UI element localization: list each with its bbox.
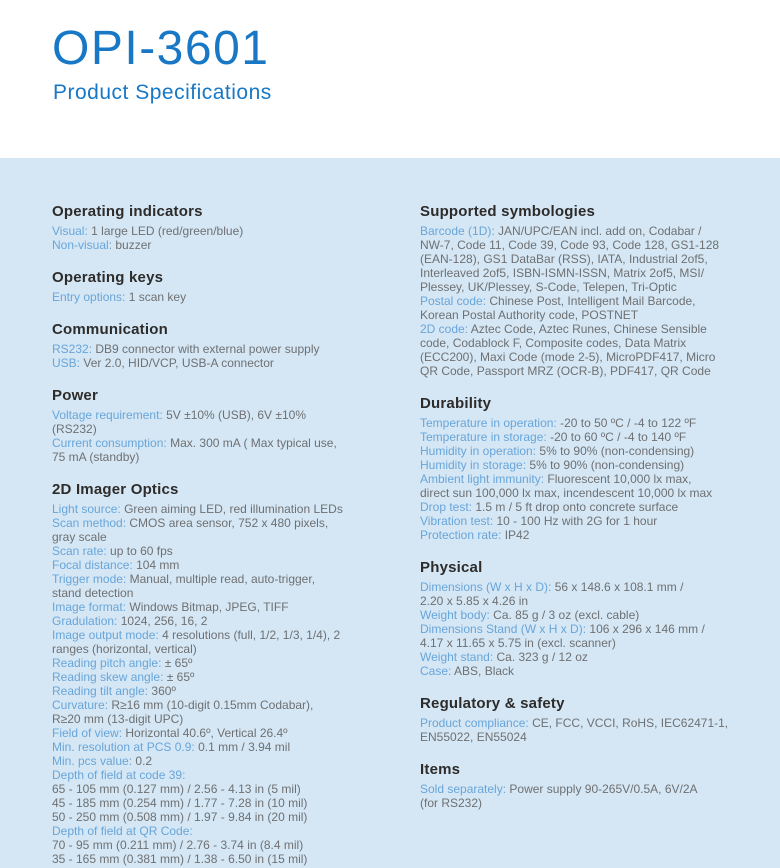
spec-line (52, 712, 388, 726)
spec-section-2d-imager-optics (52, 480, 388, 866)
spec-value: ABS, Black (454, 664, 515, 678)
spec-line (420, 252, 756, 266)
spec-value: code, Codablock F, Composite codes, Data Matrix (420, 336, 687, 350)
spec-value: 5% to 90% (non-condensing) (529, 458, 685, 472)
spec-section-physical (420, 558, 756, 678)
spec-line (420, 444, 756, 458)
spec-value: 50 - 250 mm (0.508 mm) / 1.97 - 9.84 in (20 mil) (52, 810, 308, 824)
spec-line (420, 472, 756, 486)
spec-value: Chinese Post, Intelligent Mail Barcode, (489, 294, 696, 308)
spec-line (52, 656, 388, 670)
spec-line (52, 670, 388, 684)
spec-label: Case: (420, 664, 452, 678)
spec-line (420, 294, 756, 308)
spec-line (52, 502, 388, 516)
spec-value: R≥16 mm (10-digit 0.15mm Codabar), (111, 698, 314, 712)
spec-value: Manual, multiple read, auto-trigger, (129, 572, 316, 586)
spec-label: Non-visual: (52, 238, 113, 252)
spec-value: Windows Bitmap, JPEG, TIFF (129, 600, 289, 614)
section-title: Durability (420, 395, 492, 412)
section-title: Physical (420, 559, 483, 576)
spec-label: Depth of field at code 39: (52, 768, 186, 782)
spec-line (52, 290, 388, 304)
page-subtitle: Product Specifications (53, 81, 272, 105)
spec-line (52, 342, 388, 356)
spec-label: USB: (52, 356, 81, 370)
spec-line (52, 436, 388, 450)
spec-label: Curvature: (52, 698, 109, 712)
spec-line (420, 716, 756, 730)
spec-line (52, 600, 388, 614)
spec-label: Humidity in operation: (420, 444, 537, 458)
spec-value: 4 resolutions (full, 1/2, 1/3, 1/4), 2 (162, 628, 341, 642)
spec-line (420, 636, 756, 650)
spec-label: Barcode (1D): (420, 224, 495, 238)
spec-line (420, 514, 756, 528)
spec-label: RS232: (52, 342, 93, 356)
spec-label: Image format: (52, 600, 127, 614)
spec-label: Voltage requirement: (52, 408, 163, 422)
spec-label: Scan rate: (52, 544, 107, 558)
spec-label: Protection rate: (420, 528, 502, 542)
spec-value: 35 - 165 mm (0.381 mm) / 1.38 - 6.50 in (15 mil) (52, 852, 308, 866)
spec-value: Ver 2.0, HID/VCP, USB-A connector (83, 356, 274, 370)
spec-value: Aztec Code, Aztec Runes, Chinese Sensible (470, 322, 707, 336)
spec-value: 0.2 (135, 754, 153, 768)
spec-value: 75 mA (standby) (52, 450, 140, 464)
spec-label: Sold separately: (420, 782, 507, 796)
spec-line (420, 608, 756, 622)
document-header (0, 0, 780, 158)
spec-line (420, 650, 756, 664)
page-title: OPI-3601 (52, 22, 270, 75)
spec-label: Depth of field at QR Code: (52, 824, 193, 838)
spec-value: buzzer (115, 238, 152, 252)
spec-value: (EAN-128), GS1 DataBar (RSS), IATA, Industrial 2of5, (420, 252, 708, 266)
spec-value: (for RS232) (420, 796, 483, 810)
spec-line (52, 356, 388, 370)
spec-value: gray scale (52, 530, 107, 544)
spec-section-items (420, 760, 756, 810)
spec-line (52, 238, 388, 252)
spec-value: CE, FCC, VCCI, RoHS, IEC62471-1, (532, 716, 729, 730)
spec-label: Dimensions Stand (W x H x D): (420, 622, 587, 636)
spec-value: direct sun 100,000 lx max, incendescent 10,000 lx max (420, 486, 713, 500)
spec-label: Temperature in storage: (420, 430, 547, 444)
spec-line (52, 586, 388, 600)
spec-line (420, 416, 756, 430)
spec-column-right (420, 202, 756, 868)
spec-line (420, 622, 756, 636)
spec-line (420, 486, 756, 500)
spec-line (52, 530, 388, 544)
spec-value: Ca. 323 g / 12 oz (496, 650, 588, 664)
spec-label: Trigger mode: (52, 572, 127, 586)
spec-line (52, 558, 388, 572)
spec-line (52, 754, 388, 768)
spec-value: Interleaved 2of5, ISBN-ISMN-ISSN, Matrix 2of5, MSI/ (420, 266, 705, 280)
spec-section-supported-symbologies (420, 202, 756, 378)
spec-value: Ca. 85 g / 3 oz (excl. cable) (493, 608, 640, 622)
spec-section-power (52, 386, 388, 464)
spec-value: CMOS area sensor, 752 x 480 pixels, (129, 516, 329, 530)
spec-value: 360º (151, 684, 176, 698)
spec-value: DB9 connector with external power supply (95, 342, 320, 356)
spec-line (420, 594, 756, 608)
spec-line (52, 824, 388, 838)
spec-line (420, 730, 756, 744)
spec-value: 4.17 x 11.65 x 5.75 in (excl. scanner) (420, 636, 616, 650)
spec-value: up to 60 fps (110, 544, 173, 558)
spec-value: 106 x 296 x 146 mm / (589, 622, 705, 636)
spec-label: Image output mode: (52, 628, 159, 642)
spec-value: 1024, 256, 16, 2 (120, 614, 208, 628)
spec-value: Plessey, UK/Plessey, S-Code, Telepen, Tri-Optic (420, 280, 677, 294)
spec-line (52, 698, 388, 712)
spec-value: 65 - 105 mm (0.127 mm) / 2.56 - 4.13 in (5 mil) (52, 782, 301, 796)
spec-value: 1.5 m / 5 ft drop onto concrete surface (475, 500, 679, 514)
spec-line (52, 852, 388, 866)
spec-line (420, 224, 756, 238)
spec-value: ± 65º (166, 670, 195, 684)
spec-value: 2.20 x 5.85 x 4.26 in (420, 594, 529, 608)
spec-label: Dimensions (W x H x D): (420, 580, 552, 594)
spec-line (52, 726, 388, 740)
section-title: Operating indicators (52, 203, 203, 220)
spec-value: 10 - 100 Hz with 2G for 1 hour (496, 514, 658, 528)
spec-section-operating-keys (52, 268, 388, 304)
spec-value: Fluorescent 10,000 lx max, (547, 472, 692, 486)
spec-label: Weight stand: (420, 650, 494, 664)
spec-label: Scan method: (52, 516, 127, 530)
spec-value: 1 scan key (128, 290, 187, 304)
spec-line (52, 572, 388, 586)
spec-line (52, 544, 388, 558)
spec-line (420, 266, 756, 280)
spec-line (420, 238, 756, 252)
spec-line (420, 458, 756, 472)
section-title: Items (420, 761, 461, 778)
section-title: Power (52, 387, 99, 404)
spec-label: Entry options: (52, 290, 126, 304)
spec-value: Max. 300 mA ( Max typical use, (170, 436, 337, 450)
spec-label: Min. pcs value: (52, 754, 133, 768)
spec-label: Weight body: (420, 608, 490, 622)
spec-label: Min. resolution at PCS 0.9: (52, 740, 195, 754)
spec-line (52, 516, 388, 530)
spec-label: Gradulation: (52, 614, 118, 628)
spec-line (420, 664, 756, 678)
spec-value: NW-7, Code 11, Code 39, Code 93, Code 128, GS1-128 (420, 238, 720, 252)
spec-label: Light source: (52, 502, 121, 516)
spec-line (420, 500, 756, 514)
spec-line (420, 796, 756, 810)
spec-value: JAN/UPC/EAN incl. add on, Codabar / (498, 224, 702, 238)
spec-value: Horizontal 40.6º, Vertical 26.4º (125, 726, 288, 740)
spec-label: Reading tilt angle: (52, 684, 149, 698)
spec-value: 1 large LED (red/green/blue) (91, 224, 244, 238)
spec-value: 104 mm (136, 558, 180, 572)
spec-label: Reading skew angle: (52, 670, 164, 684)
spec-column-left (52, 202, 388, 868)
spec-label: Drop test: (420, 500, 473, 514)
spec-line (52, 838, 388, 852)
spec-label: Humidity in storage: (420, 458, 527, 472)
spec-line (52, 422, 388, 436)
spec-line (420, 336, 756, 350)
spec-line (52, 810, 388, 824)
section-title: Supported symbologies (420, 203, 596, 220)
spec-value: ± 65º (164, 656, 193, 670)
spec-value: 56 x 148.6 x 108.1 mm / (554, 580, 684, 594)
spec-label: Visual: (52, 224, 88, 238)
spec-label: 2D code: (420, 322, 469, 336)
spec-value: (ECC200), Maxi Code (mode 2-5), MicroPDF417, Micro (420, 350, 716, 364)
spec-label: Field of view: (52, 726, 123, 740)
specifications-panel (0, 158, 780, 868)
spec-value: EN55022, EN55024 (420, 730, 527, 744)
section-title: Regulatory & safety (420, 695, 565, 712)
spec-label: Reading pitch angle: (52, 656, 162, 670)
spec-value: QR Code, Passport MRZ (OCR-B), PDF417, QR Code (420, 364, 711, 378)
spec-line (52, 684, 388, 698)
spec-value: -20 to 60 ºC / -4 to 140 ºF (550, 430, 687, 444)
spec-value: 0.1 mm / 3.94 mil (198, 740, 291, 754)
spec-line (420, 430, 756, 444)
spec-section-durability (420, 394, 756, 542)
spec-value: 45 - 185 mm (0.254 mm) / 1.77 - 7.28 in (10 mil) (52, 796, 308, 810)
spec-line (52, 224, 388, 238)
spec-value: Power supply 90-265V/0.5A, 6V/2A (509, 782, 698, 796)
spec-line (52, 450, 388, 464)
spec-line (420, 782, 756, 796)
spec-value: stand detection (52, 586, 134, 600)
spec-line (52, 642, 388, 656)
spec-value: 5V ±10% (USB), 6V ±10% (166, 408, 306, 422)
spec-line (52, 782, 388, 796)
spec-line (420, 364, 756, 378)
spec-value: IP42 (504, 528, 530, 542)
section-title: Operating keys (52, 269, 164, 286)
spec-line (420, 322, 756, 336)
spec-section-communication (52, 320, 388, 370)
spec-line (52, 408, 388, 422)
section-title: 2D Imager Optics (52, 481, 179, 498)
spec-line (420, 350, 756, 364)
spec-label: Postal code: (420, 294, 487, 308)
spec-line (420, 308, 756, 322)
spec-value: 70 - 95 mm (0.211 mm) / 2.76 - 3.74 in (8.4 mil) (52, 838, 304, 852)
spec-section-regulatory-safety (420, 694, 756, 744)
spec-line (52, 628, 388, 642)
spec-value: 5% to 90% (non-condensing) (539, 444, 695, 458)
spec-line (52, 740, 388, 754)
spec-label: Focal distance: (52, 558, 133, 572)
spec-value: R≥20 mm (13-digit UPC) (52, 712, 184, 726)
spec-value: Korean Postal Authority code, POSTNET (420, 308, 639, 322)
spec-label: Temperature in operation: (420, 416, 557, 430)
spec-value: (RS232) (52, 422, 97, 436)
spec-line (52, 768, 388, 782)
spec-line (52, 614, 388, 628)
spec-value: -20 to 50 ºC / -4 to 122 ºF (560, 416, 697, 430)
spec-label: Product compliance: (420, 716, 529, 730)
spec-value: Green aiming LED, red illumination LEDs (124, 502, 343, 516)
spec-value: ranges (horizontal, vertical) (52, 642, 197, 656)
spec-line (52, 796, 388, 810)
spec-line (420, 280, 756, 294)
spec-section-operating-indicators (52, 202, 388, 252)
spec-line (420, 528, 756, 542)
spec-label: Current consumption: (52, 436, 167, 450)
spec-label: Ambient light immunity: (420, 472, 545, 486)
section-title: Communication (52, 321, 168, 338)
spec-label: Vibration test: (420, 514, 494, 528)
spec-line (420, 580, 756, 594)
